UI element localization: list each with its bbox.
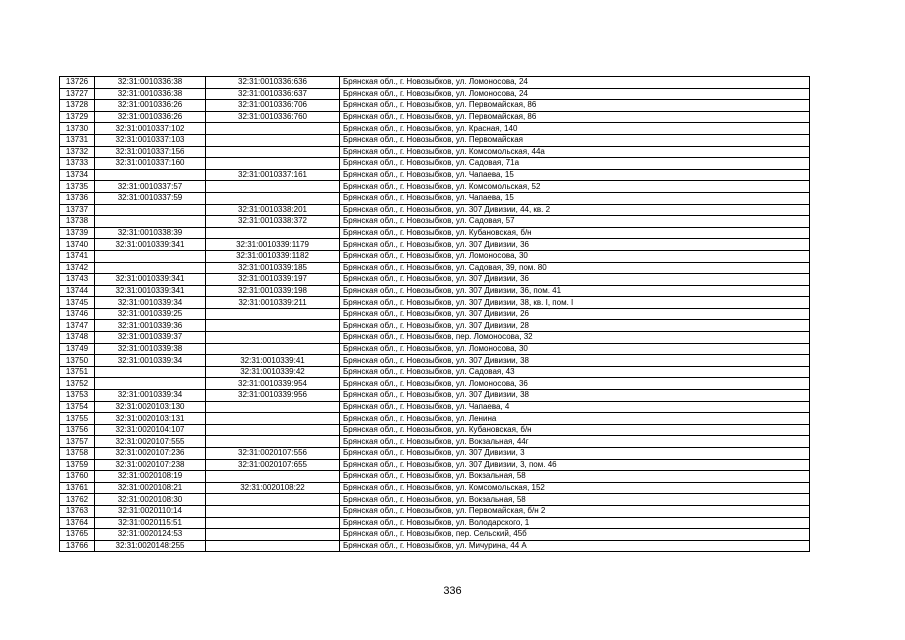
- land-cadastral-number-cell: 32:31:0010339:341: [95, 239, 206, 251]
- land-cadastral-number-cell: 32:31:0020108:19: [95, 471, 206, 483]
- data-table: [59, 76, 810, 552]
- building-cadastral-number-cell: 32:31:0010339:197: [206, 274, 340, 286]
- table-row: [60, 181, 810, 193]
- land-cadastral-number-cell: 32:31:0020110:14: [95, 505, 206, 517]
- table-row: [60, 378, 810, 390]
- row-number-cell: 13746: [60, 308, 95, 320]
- table-row: [60, 355, 810, 367]
- table-row: [60, 471, 810, 483]
- address-cell: Брянская обл., г. Новозыбков, ул. 307 Дивизии, 38, кв. I, пом. I: [340, 297, 810, 309]
- land-cadastral-number-cell: 32:31:0010337:102: [95, 123, 206, 135]
- building-cadastral-number-cell: 32:31:0020107:655: [206, 459, 340, 471]
- building-cadastral-number-cell: [206, 123, 340, 135]
- land-cadastral-number-cell: 32:31:0020107:555: [95, 436, 206, 448]
- building-cadastral-number-cell: 32:31:0020107:556: [206, 448, 340, 460]
- land-cadastral-number-cell: 32:31:0010339:25: [95, 308, 206, 320]
- row-number-cell: 13748: [60, 332, 95, 344]
- table-row: [60, 320, 810, 332]
- building-cadastral-number-cell: [206, 494, 340, 506]
- building-cadastral-number-cell: [206, 529, 340, 541]
- row-number-cell: 13758: [60, 448, 95, 460]
- address-cell: Брянская обл., г. Новозыбков, ул. Садовая, 43: [340, 366, 810, 378]
- land-cadastral-number-cell: [95, 378, 206, 390]
- row-number-cell: 13755: [60, 413, 95, 425]
- row-number-cell: 13749: [60, 343, 95, 355]
- land-cadastral-number-cell: 32:31:0020124:53: [95, 529, 206, 541]
- row-number-cell: 13727: [60, 88, 95, 100]
- table-row: [60, 332, 810, 344]
- land-cadastral-number-cell: 32:31:0010339:341: [95, 285, 206, 297]
- land-cadastral-number-cell: [95, 250, 206, 262]
- row-number-cell: 13757: [60, 436, 95, 448]
- land-cadastral-number-cell: [95, 169, 206, 181]
- address-cell: Брянская обл., г. Новозыбков, ул. Вокзальная, 44г: [340, 436, 810, 448]
- table-row: [60, 204, 810, 216]
- land-cadastral-number-cell: 32:31:0010337:59: [95, 192, 206, 204]
- building-cadastral-number-cell: 32:31:0010336:637: [206, 88, 340, 100]
- table-row: [60, 343, 810, 355]
- building-cadastral-number-cell: 32:31:0010339:956: [206, 390, 340, 402]
- row-number-cell: 13734: [60, 169, 95, 181]
- building-cadastral-number-cell: 32:31:0010339:211: [206, 297, 340, 309]
- address-cell: Брянская обл., г. Новозыбков, ул. Комсомольская, 152: [340, 482, 810, 494]
- address-cell: Брянская обл., г. Новозыбков, ул. Первомайская, б/н 2: [340, 505, 810, 517]
- row-number-cell: 13740: [60, 239, 95, 251]
- address-cell: Брянская обл., г. Новозыбков, ул. 307 Дивизии, 44, кв. 2: [340, 204, 810, 216]
- address-cell: Брянская обл., г. Новозыбков, ул. Чапаева, 4: [340, 401, 810, 413]
- building-cadastral-number-cell: 32:31:0010338:201: [206, 204, 340, 216]
- building-cadastral-number-cell: [206, 158, 340, 170]
- address-cell: Брянская обл., г. Новозыбков, ул. Мичурина, 44 А: [340, 540, 810, 552]
- row-number-cell: 13765: [60, 529, 95, 541]
- land-cadastral-number-cell: [95, 216, 206, 228]
- address-cell: Брянская обл., г. Новозыбков, ул. Ломоносова, 24: [340, 88, 810, 100]
- row-number-cell: 13737: [60, 204, 95, 216]
- building-cadastral-number-cell: [206, 424, 340, 436]
- row-number-cell: 13761: [60, 482, 95, 494]
- row-number-cell: 13747: [60, 320, 95, 332]
- address-cell: Брянская обл., г. Новозыбков, ул. Первомайская: [340, 134, 810, 146]
- land-cadastral-number-cell: 32:31:0020148:255: [95, 540, 206, 552]
- table-row: [60, 262, 810, 274]
- land-cadastral-number-cell: [95, 262, 206, 274]
- table-row: [60, 529, 810, 541]
- row-number-cell: 13733: [60, 158, 95, 170]
- building-cadastral-number-cell: 32:31:0010339:185: [206, 262, 340, 274]
- row-number-cell: 13741: [60, 250, 95, 262]
- land-cadastral-number-cell: 32:31:0020115:51: [95, 517, 206, 529]
- address-cell: Брянская обл., г. Новозыбков, ул. Кубановская, б/н: [340, 424, 810, 436]
- address-cell: Брянская обл., г. Новозыбков, ул. Володарского, 1: [340, 517, 810, 529]
- row-number-cell: 13762: [60, 494, 95, 506]
- land-cadastral-number-cell: 32:31:0020107:238: [95, 459, 206, 471]
- table-body: [60, 77, 810, 552]
- address-cell: Брянская обл., г. Новозыбков, ул. Ломоносова, 30: [340, 250, 810, 262]
- address-cell: Брянская обл., г. Новозыбков, ул. 307 Дивизии, 38: [340, 355, 810, 367]
- table-row: [60, 390, 810, 402]
- table-row: [60, 505, 810, 517]
- row-number-cell: 13742: [60, 262, 95, 274]
- building-cadastral-number-cell: [206, 436, 340, 448]
- table-row: [60, 100, 810, 112]
- address-cell: Брянская обл., г. Новозыбков, ул. Чапаева, 15: [340, 169, 810, 181]
- building-cadastral-number-cell: 32:31:0010339:198: [206, 285, 340, 297]
- address-cell: Брянская обл., г. Новозыбков, ул. Ленина: [340, 413, 810, 425]
- table-row: [60, 424, 810, 436]
- land-cadastral-number-cell: 32:31:0010337:160: [95, 158, 206, 170]
- table-row: [60, 436, 810, 448]
- building-cadastral-number-cell: [206, 343, 340, 355]
- building-cadastral-number-cell: 32:31:0010337:161: [206, 169, 340, 181]
- address-cell: Брянская обл., г. Новозыбков, пер. Ломоносова, 32: [340, 332, 810, 344]
- address-cell: Брянская обл., г. Новозыбков, пер. Сельский, 45б: [340, 529, 810, 541]
- land-cadastral-number-cell: [95, 204, 206, 216]
- land-cadastral-number-cell: 32:31:0010336:38: [95, 88, 206, 100]
- table-row: [60, 401, 810, 413]
- row-number-cell: 13760: [60, 471, 95, 483]
- land-cadastral-number-cell: 32:31:0010339:34: [95, 297, 206, 309]
- address-cell: Брянская обл., г. Новозыбков, ул. 307 Дивизии, 26: [340, 308, 810, 320]
- table-row: [60, 77, 810, 89]
- land-cadastral-number-cell: 32:31:0020103:130: [95, 401, 206, 413]
- address-cell: Брянская обл., г. Новозыбков, ул. Садовая, 57: [340, 216, 810, 228]
- row-number-cell: 13763: [60, 505, 95, 517]
- row-number-cell: 13732: [60, 146, 95, 158]
- building-cadastral-number-cell: 32:31:0010339:1179: [206, 239, 340, 251]
- building-cadastral-number-cell: 32:31:0010336:760: [206, 111, 340, 123]
- land-cadastral-number-cell: 32:31:0010337:57: [95, 181, 206, 193]
- address-cell: Брянская обл., г. Новозыбков, ул. Красная, 140: [340, 123, 810, 135]
- building-cadastral-number-cell: 32:31:0010339:42: [206, 366, 340, 378]
- building-cadastral-number-cell: 32:31:0010339:41: [206, 355, 340, 367]
- land-cadastral-number-cell: 32:31:0010337:103: [95, 134, 206, 146]
- table-row: [60, 297, 810, 309]
- building-cadastral-number-cell: [206, 146, 340, 158]
- building-cadastral-number-cell: [206, 540, 340, 552]
- address-cell: Брянская обл., г. Новозыбков, ул. Ломоносова, 36: [340, 378, 810, 390]
- land-cadastral-number-cell: 32:31:0020104:107: [95, 424, 206, 436]
- address-cell: Брянская обл., г. Новозыбков, ул. Садовая, 71а: [340, 158, 810, 170]
- land-cadastral-number-cell: 32:31:0010338:39: [95, 227, 206, 239]
- land-cadastral-number-cell: 32:31:0020108:30: [95, 494, 206, 506]
- land-cadastral-number-cell: 32:31:0010336:26: [95, 111, 206, 123]
- row-number-cell: 13731: [60, 134, 95, 146]
- row-number-cell: 13735: [60, 181, 95, 193]
- table-row: [60, 216, 810, 228]
- address-cell: Брянская обл., г. Новозыбков, ул. 307 Дивизии, 38: [340, 390, 810, 402]
- address-cell: Брянская обл., г. Новозыбков, ул. 307 Дивизии, 28: [340, 320, 810, 332]
- land-cadastral-number-cell: 32:31:0010339:34: [95, 390, 206, 402]
- address-cell: Брянская обл., г. Новозыбков, ул. Вокзальная, 58: [340, 494, 810, 506]
- row-number-cell: 13729: [60, 111, 95, 123]
- land-cadastral-number-cell: 32:31:0020103:131: [95, 413, 206, 425]
- table-row: [60, 366, 810, 378]
- building-cadastral-number-cell: [206, 401, 340, 413]
- building-cadastral-number-cell: [206, 505, 340, 517]
- table-row: [60, 494, 810, 506]
- land-cadastral-number-cell: 32:31:0010336:26: [95, 100, 206, 112]
- table-row: [60, 134, 810, 146]
- table-row: [60, 146, 810, 158]
- table-row: [60, 459, 810, 471]
- address-cell: Брянская обл., г. Новозыбков, ул. Вокзальная, 58: [340, 471, 810, 483]
- row-number-cell: 13751: [60, 366, 95, 378]
- row-number-cell: 13745: [60, 297, 95, 309]
- table-row: [60, 250, 810, 262]
- row-number-cell: 13759: [60, 459, 95, 471]
- building-cadastral-number-cell: 32:31:0010336:706: [206, 100, 340, 112]
- land-cadastral-number-cell: 32:31:0010339:36: [95, 320, 206, 332]
- building-cadastral-number-cell: 32:31:0010338:372: [206, 216, 340, 228]
- building-cadastral-number-cell: [206, 517, 340, 529]
- page-number: 336: [443, 585, 462, 597]
- row-number-cell: 13752: [60, 378, 95, 390]
- address-cell: Брянская обл., г. Новозыбков, ул. Комсомольская, 44а: [340, 146, 810, 158]
- table-row: [60, 482, 810, 494]
- row-number-cell: 13736: [60, 192, 95, 204]
- table-row: [60, 540, 810, 552]
- address-cell: Брянская обл., г. Новозыбков, ул. 307 Дивизии, 36: [340, 274, 810, 286]
- table-row: [60, 111, 810, 123]
- row-number-cell: 13756: [60, 424, 95, 436]
- address-cell: Брянская обл., г. Новозыбков, ул. 307 Дивизии, 36: [340, 239, 810, 251]
- building-cadastral-number-cell: [206, 192, 340, 204]
- row-number-cell: 13750: [60, 355, 95, 367]
- address-cell: Брянская обл., г. Новозыбков, ул. 307 Дивизии, 36, пом. 41: [340, 285, 810, 297]
- address-cell: Брянская обл., г. Новозыбков, ул. Садовая, 39, пом. 80: [340, 262, 810, 274]
- building-cadastral-number-cell: [206, 227, 340, 239]
- row-number-cell: 13753: [60, 390, 95, 402]
- address-cell: Брянская обл., г. Новозыбков, ул. Первомайская, 86: [340, 111, 810, 123]
- table-row: [60, 158, 810, 170]
- building-cadastral-number-cell: [206, 181, 340, 193]
- row-number-cell: 13728: [60, 100, 95, 112]
- row-number-cell: 13738: [60, 216, 95, 228]
- building-cadastral-number-cell: [206, 471, 340, 483]
- land-cadastral-number-cell: 32:31:0010336:38: [95, 77, 206, 89]
- row-number-cell: 13764: [60, 517, 95, 529]
- table-row: [60, 274, 810, 286]
- building-cadastral-number-cell: [206, 308, 340, 320]
- land-cadastral-number-cell: 32:31:0020107:236: [95, 448, 206, 460]
- table-row: [60, 285, 810, 297]
- land-cadastral-number-cell: [95, 366, 206, 378]
- row-number-cell: 13726: [60, 77, 95, 89]
- building-cadastral-number-cell: 32:31:0020108:22: [206, 482, 340, 494]
- table-row: [60, 413, 810, 425]
- address-cell: Брянская обл., г. Новозыбков, ул. Кубановская, б/н: [340, 227, 810, 239]
- land-cadastral-number-cell: 32:31:0010339:37: [95, 332, 206, 344]
- building-cadastral-number-cell: [206, 320, 340, 332]
- building-cadastral-number-cell: [206, 413, 340, 425]
- land-cadastral-number-cell: 32:31:0020108:21: [95, 482, 206, 494]
- row-number-cell: 13766: [60, 540, 95, 552]
- table-row: [60, 192, 810, 204]
- building-cadastral-number-cell: [206, 332, 340, 344]
- table-row: [60, 239, 810, 251]
- row-number-cell: 13743: [60, 274, 95, 286]
- table-row: [60, 227, 810, 239]
- address-cell: Брянская обл., г. Новозыбков, ул. Чапаева, 15: [340, 192, 810, 204]
- table-row: [60, 169, 810, 181]
- address-cell: Брянская обл., г. Новозыбков, ул. Комсомольская, 52: [340, 181, 810, 193]
- table-row: [60, 517, 810, 529]
- land-cadastral-number-cell: 32:31:0010339:341: [95, 274, 206, 286]
- address-cell: Брянская обл., г. Новозыбков, ул. Ломоносова, 24: [340, 77, 810, 89]
- table-row: [60, 88, 810, 100]
- land-cadastral-number-cell: 32:31:0010339:34: [95, 355, 206, 367]
- building-cadastral-number-cell: 32:31:0010336:636: [206, 77, 340, 89]
- table-row: [60, 308, 810, 320]
- row-number-cell: 13754: [60, 401, 95, 413]
- table-row: [60, 448, 810, 460]
- row-number-cell: 13744: [60, 285, 95, 297]
- land-cadastral-number-cell: 32:31:0010339:38: [95, 343, 206, 355]
- row-number-cell: 13730: [60, 123, 95, 135]
- address-cell: Брянская обл., г. Новозыбков, ул. 307 Дивизии, 3, пом. 46: [340, 459, 810, 471]
- address-cell: Брянская обл., г. Новозыбков, ул. 307 Дивизии, 3: [340, 448, 810, 460]
- building-cadastral-number-cell: 32:31:0010339:954: [206, 378, 340, 390]
- land-cadastral-number-cell: 32:31:0010337:156: [95, 146, 206, 158]
- address-cell: Брянская обл., г. Новозыбков, ул. Ломоносова, 30: [340, 343, 810, 355]
- row-number-cell: 13739: [60, 227, 95, 239]
- building-cadastral-number-cell: [206, 134, 340, 146]
- address-cell: Брянская обл., г. Новозыбков, ул. Первомайская, 86: [340, 100, 810, 112]
- table-row: [60, 123, 810, 135]
- building-cadastral-number-cell: 32:31:0010339:1182: [206, 250, 340, 262]
